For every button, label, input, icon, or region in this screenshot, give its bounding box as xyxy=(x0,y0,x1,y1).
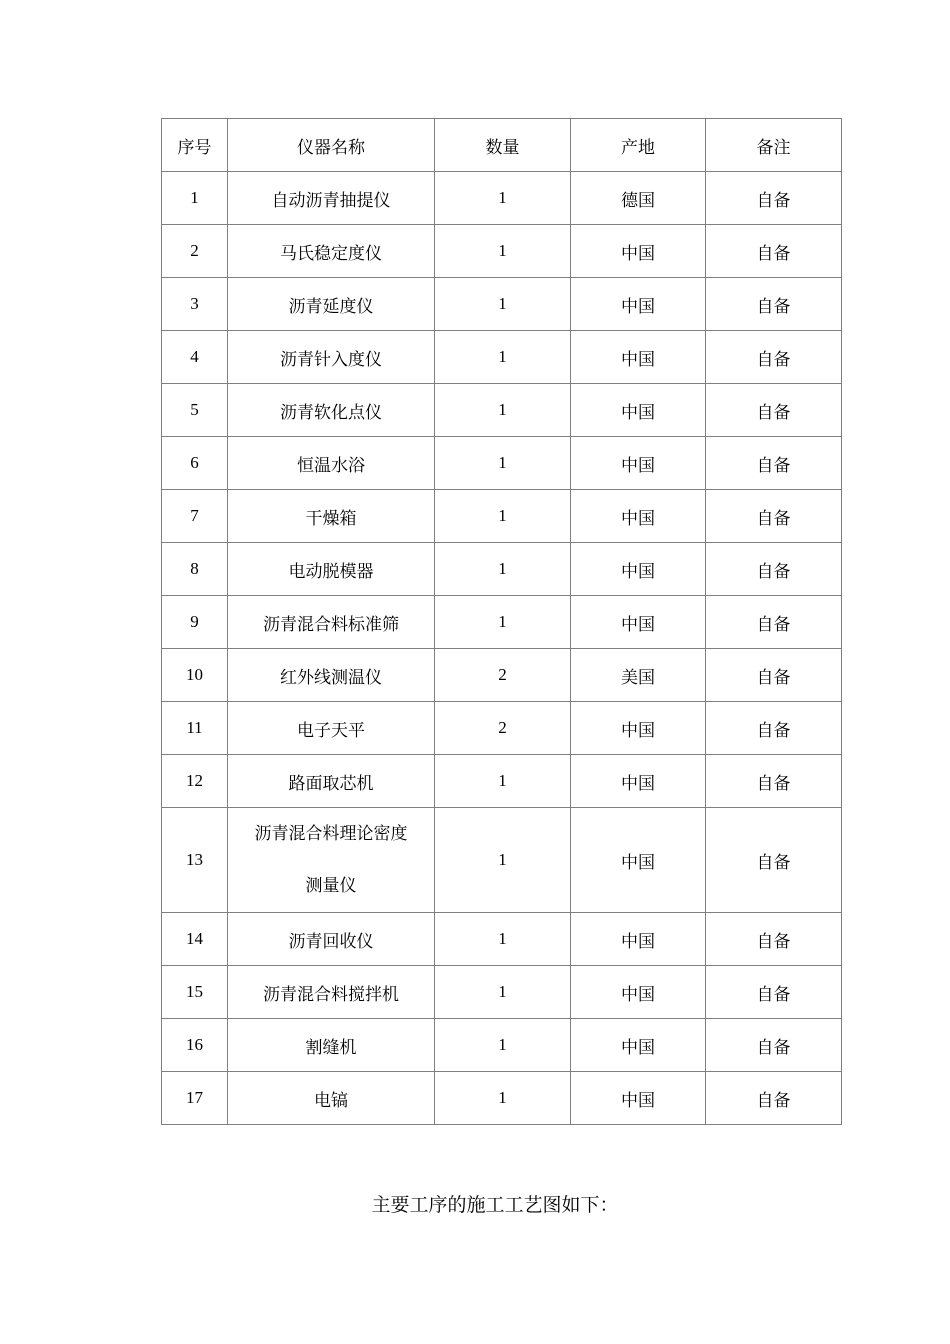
cell-name: 沥青软化点仪 xyxy=(228,384,435,437)
cell-note: 自备 xyxy=(706,1072,842,1125)
cell-origin: 中国 xyxy=(571,1072,706,1125)
cell-name: 电动脱模器 xyxy=(228,543,435,596)
table-row xyxy=(162,649,842,702)
cell-origin: 美国 xyxy=(571,649,706,702)
table-row xyxy=(162,913,842,966)
cell-name: 沥青延度仪 xyxy=(228,278,435,331)
table-row xyxy=(162,384,842,437)
table-row xyxy=(162,808,842,913)
process-diagram-caption: 主要工序的施工工艺图如下： xyxy=(371,1194,619,1216)
cell-origin: 中国 xyxy=(571,384,706,437)
cell-qty: 1 xyxy=(435,596,571,649)
table-row xyxy=(162,437,842,490)
header-name: 仪器名称 xyxy=(228,119,435,172)
cell-note: 自备 xyxy=(706,384,842,437)
cell-note: 自备 xyxy=(706,755,842,808)
table-row xyxy=(162,172,842,225)
cell-note: 自备 xyxy=(706,966,842,1019)
cell-name: 干燥箱 xyxy=(228,490,435,543)
table-row xyxy=(162,543,842,596)
cell-origin: 中国 xyxy=(571,437,706,490)
cell-origin: 中国 xyxy=(571,1019,706,1072)
cell-qty: 1 xyxy=(435,966,571,1019)
cell-no: 14 xyxy=(162,913,228,966)
cell-no: 10 xyxy=(162,649,228,702)
cell-name: 沥青针入度仪 xyxy=(228,331,435,384)
header-note: 备注 xyxy=(706,119,842,172)
cell-origin: 中国 xyxy=(571,808,706,913)
cell-note: 自备 xyxy=(706,543,842,596)
cell-no: 16 xyxy=(162,1019,228,1072)
header-origin: 产地 xyxy=(571,119,706,172)
cell-no: 8 xyxy=(162,543,228,596)
cell-note: 自备 xyxy=(706,278,842,331)
cell-qty: 1 xyxy=(435,331,571,384)
table-row xyxy=(162,755,842,808)
cell-qty: 1 xyxy=(435,490,571,543)
cell-origin: 中国 xyxy=(571,225,706,278)
cell-no: 12 xyxy=(162,755,228,808)
table-row xyxy=(162,966,842,1019)
cell-note: 自备 xyxy=(706,702,842,755)
cell-name: 电镐 xyxy=(228,1072,435,1125)
cell-no: 11 xyxy=(162,702,228,755)
cell-origin: 中国 xyxy=(571,966,706,1019)
cell-no: 2 xyxy=(162,225,228,278)
cell-name xyxy=(228,808,435,913)
cell-no: 13 xyxy=(162,808,228,913)
cell-name-line1: 沥青混合料理论密度 xyxy=(254,824,408,844)
cell-origin: 中国 xyxy=(571,596,706,649)
header-qty: 数量 xyxy=(435,119,571,172)
cell-origin: 中国 xyxy=(571,490,706,543)
cell-name: 路面取芯机 xyxy=(228,755,435,808)
cell-no: 9 xyxy=(162,596,228,649)
cell-qty: 1 xyxy=(435,172,571,225)
table-header-row xyxy=(162,119,842,172)
cell-name: 割缝机 xyxy=(228,1019,435,1072)
cell-note: 自备 xyxy=(706,437,842,490)
table-row xyxy=(162,225,842,278)
cell-no: 5 xyxy=(162,384,228,437)
table-row xyxy=(162,596,842,649)
cell-qty: 1 xyxy=(435,1072,571,1125)
cell-note: 自备 xyxy=(706,1019,842,1072)
table-row xyxy=(162,1019,842,1072)
cell-name: 恒温水浴 xyxy=(228,437,435,490)
cell-origin: 中国 xyxy=(571,331,706,384)
cell-note: 自备 xyxy=(706,225,842,278)
cell-qty: 1 xyxy=(435,278,571,331)
cell-note: 自备 xyxy=(706,172,842,225)
cell-qty: 2 xyxy=(435,702,571,755)
cell-qty: 1 xyxy=(435,384,571,437)
cell-name: 马氏稳定度仪 xyxy=(228,225,435,278)
table-row xyxy=(162,331,842,384)
cell-qty: 1 xyxy=(435,1019,571,1072)
cell-note: 自备 xyxy=(706,913,842,966)
cell-name: 沥青混合料搅拌机 xyxy=(228,966,435,1019)
cell-origin: 中国 xyxy=(571,702,706,755)
cell-name: 沥青混合料标准筛 xyxy=(228,596,435,649)
cell-no: 1 xyxy=(162,172,228,225)
cell-name: 沥青回收仪 xyxy=(228,913,435,966)
equipment-table xyxy=(161,118,842,1125)
cell-origin: 德国 xyxy=(571,172,706,225)
table-row xyxy=(162,490,842,543)
cell-name: 电子天平 xyxy=(228,702,435,755)
cell-qty: 1 xyxy=(435,913,571,966)
cell-note: 自备 xyxy=(706,331,842,384)
cell-note: 自备 xyxy=(706,808,842,913)
cell-no: 4 xyxy=(162,331,228,384)
cell-name-line2: 测量仪 xyxy=(305,876,357,896)
cell-note: 自备 xyxy=(706,649,842,702)
table-row xyxy=(162,278,842,331)
cell-no: 7 xyxy=(162,490,228,543)
cell-origin: 中国 xyxy=(571,278,706,331)
cell-name: 红外线测温仪 xyxy=(228,649,435,702)
cell-qty: 2 xyxy=(435,649,571,702)
table-row xyxy=(162,702,842,755)
cell-note: 自备 xyxy=(706,596,842,649)
cell-no: 17 xyxy=(162,1072,228,1125)
cell-origin: 中国 xyxy=(571,755,706,808)
cell-qty: 1 xyxy=(435,437,571,490)
cell-no: 6 xyxy=(162,437,228,490)
cell-name: 自动沥青抽提仪 xyxy=(228,172,435,225)
cell-qty: 1 xyxy=(435,755,571,808)
cell-qty: 1 xyxy=(435,225,571,278)
cell-note: 自备 xyxy=(706,490,842,543)
header-no: 序号 xyxy=(162,119,228,172)
cell-origin: 中国 xyxy=(571,543,706,596)
cell-no: 15 xyxy=(162,966,228,1019)
cell-origin: 中国 xyxy=(571,913,706,966)
cell-qty: 1 xyxy=(435,543,571,596)
cell-qty: 1 xyxy=(435,808,571,913)
table-row xyxy=(162,1072,842,1125)
cell-no: 3 xyxy=(162,278,228,331)
